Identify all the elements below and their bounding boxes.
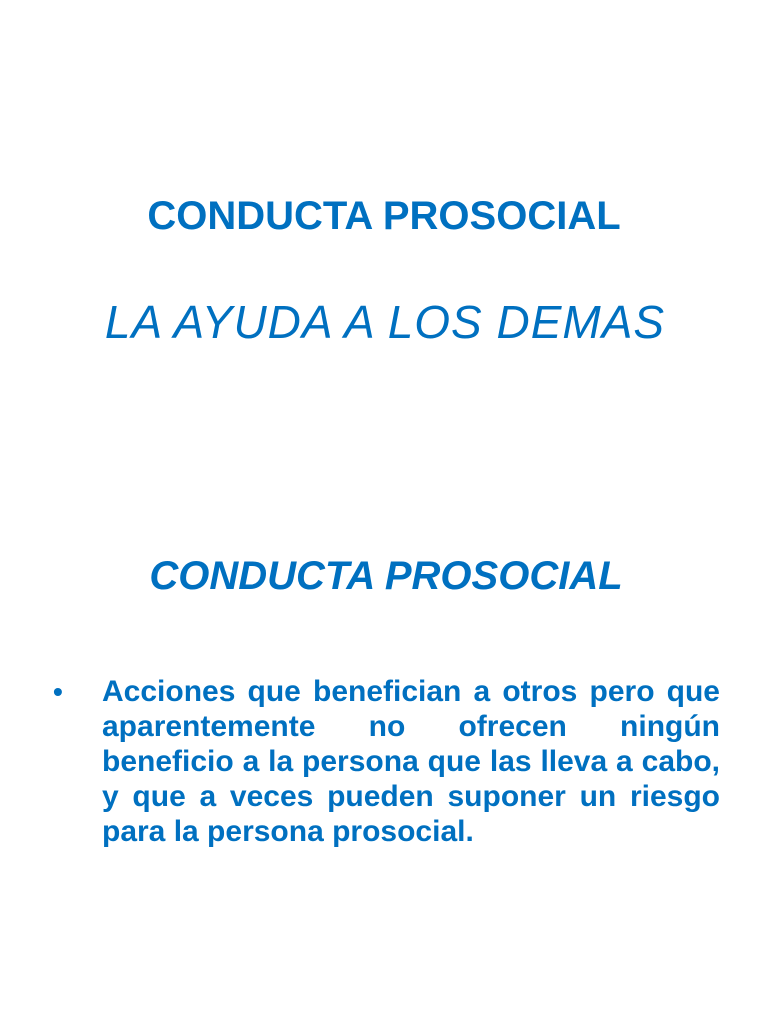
slide-subtitle: LA AYUDA A LOS DEMAS: [104, 296, 666, 348]
list-item: [50, 674, 720, 849]
section-title: CONDUCTA PROSOCIAL: [149, 554, 623, 598]
bullet-icon: •: [53, 676, 63, 707]
bullet-list: [50, 674, 720, 849]
bullet-text: Acciones que benefician a otros pero que aparentemente no ofrecen ningún beneficio a la persona que las lleva a cabo, y que a veces pueden suponer un riesgo para la persona prosocial.: [102, 675, 720, 848]
slide-title: CONDUCTA PROSOCIAL: [147, 194, 621, 238]
